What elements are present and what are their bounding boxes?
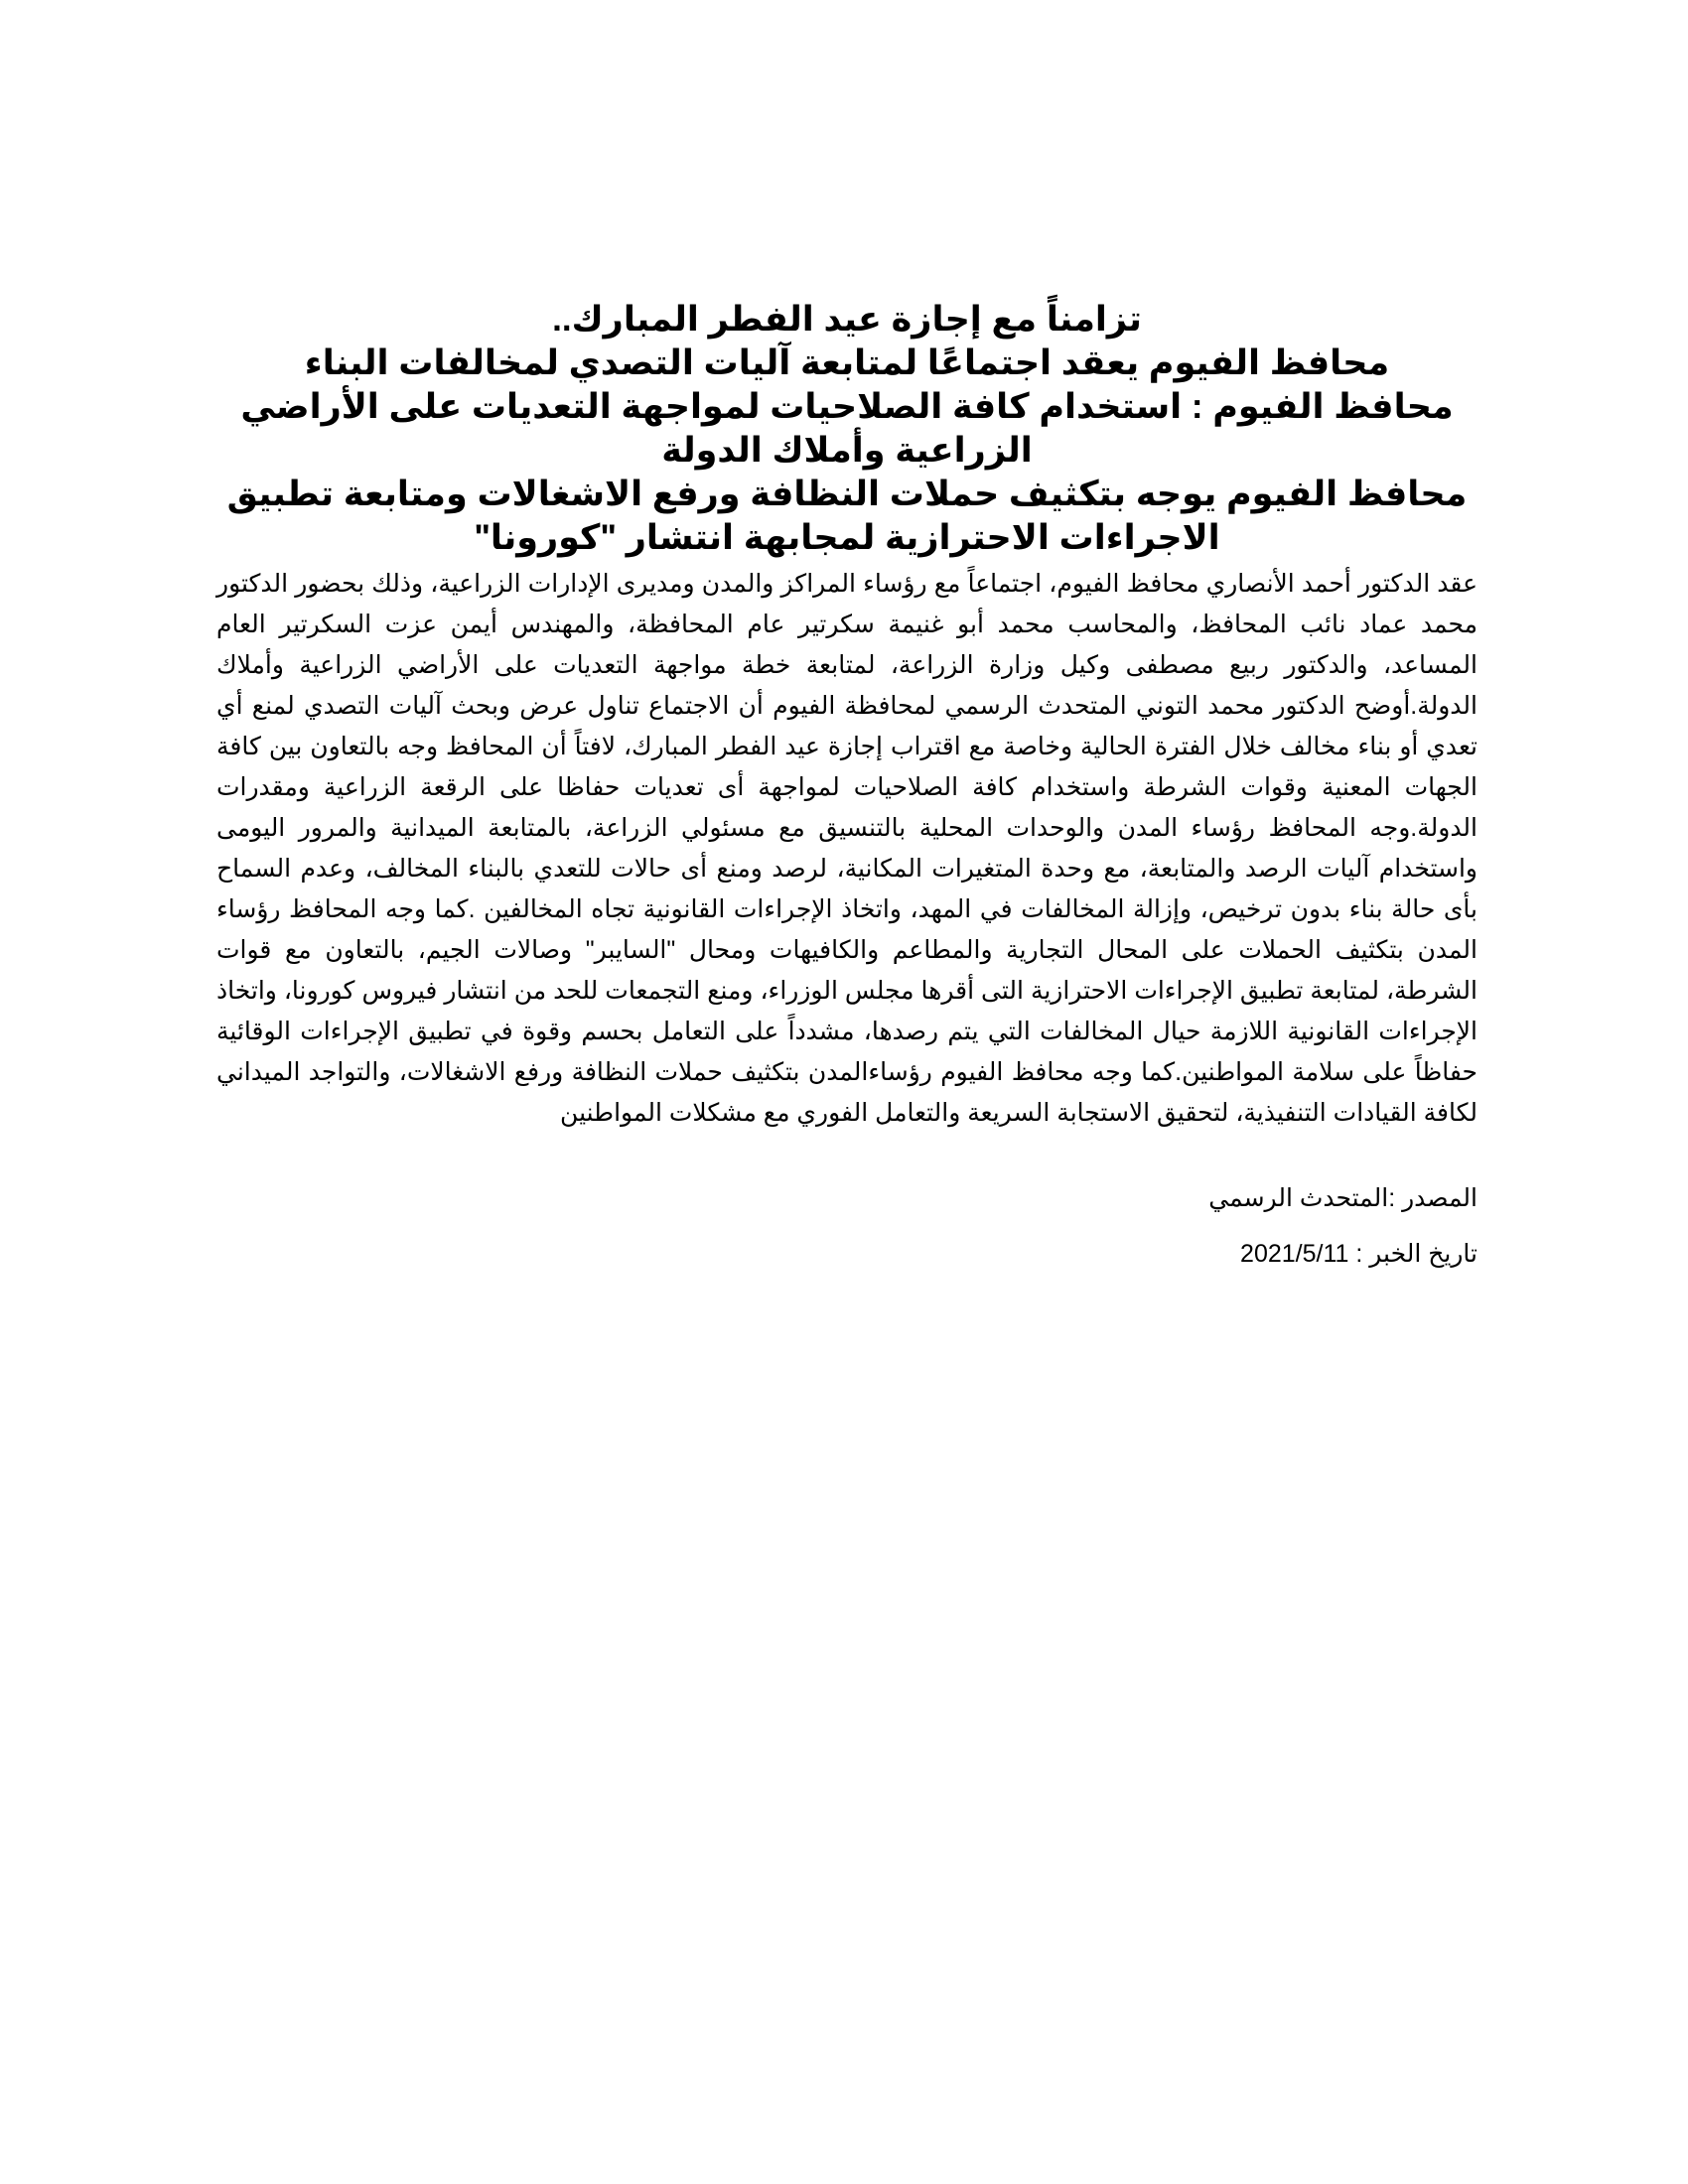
date-label: تاريخ الخبر : (1355, 1240, 1477, 1268)
source-label: المصدر : (1388, 1184, 1477, 1212)
article-meta (216, 1183, 1477, 1269)
date-line (216, 1239, 1477, 1269)
headline-line: محافظ الفيوم : استخدام كافة الصلاحيات لمواجهة التعديات على الأراضي الزراعية وأملاك الدولة (240, 387, 1454, 470)
headline-line: تزامناً مع إجازة عيد الفطر المبارك.. (552, 300, 1142, 339)
headline-line: محافظ الفيوم يعقد اجتماعًا لمتابعة آليات التصدي لمخالفات البناء (304, 343, 1390, 382)
news-article (216, 298, 1477, 1295)
article-body: عقد الدكتور أحمد الأنصاري محافظ الفيوم، اجتماعاً مع رؤساء المراكز والمدن ومديرى الإدارات الزراعية، وذلك بحضور الدكتور محمد عماد نائب المحافظ، والمحاسب محمد أبو غنيمة سكرتير عام المحافظة، والمهندس أيمن عزت السكرتير العام المساعد، والدكتور ربيع مصطفى وكيل وزارة الزراعة، لمتابعة خطة مواجهة التعديات على الأراضي الزراعية وأملاك الدولة.أوضح الدكتور محمد التوني المتحدث الرسمي لمحافظة الفيوم أن الاجتماع تناول عرض وبحث آليات التصدي لمنع أي تعدي أو بناء مخالف خلال الفترة الحالية وخاصة مع اقتراب إجازة عيد الفطر المبارك، لافتاً أن المحافظ وجه بالتعاون بين كافة الجهات المعنية وقوات الشرطة واستخدام كافة الصلاحيات لمواجهة أى تعديات حفاظا على الرقعة الزراعية ومقدرات الدولة.وجه المحافظ رؤساء المدن والوحدات المحلية بالتنسيق مع مسئولي الزراعة، بالمتابعة الميدانية والمرور اليومى واستخدام آليات الرصد والمتابعة، مع وحدة المتغيرات المكانية، لرصد ومنع أى حالات للتعدي بالبناء المخالف، وعدم السماح بأى حالة بناء بدون ترخيص، وإزالة المخالفات في المهد، واتخاذ الإجراءات القانونية تجاه المخالفين .كما وجه المحافظ رؤساء المدن بتكثيف الحملات على المحال التجارية والمطاعم والكافيهات ومحال "السايبر" وصالات الجيم، بالتعاون مع قوات الشرطة، لمتابعة تطبيق الإجراءات الاحترازية التى أقرها مجلس الوزراء، ومنع التجمعات للحد من انتشار فيروس كورونا، واتخاذ الإجراءات القانونية اللازمة حيال المخالفات التي يتم رصدها، مشدداً على التعامل بحسم وقوة في تطبيق الإجراءات الوقائية حفاظاً على سلامة المواطنين.كما وجه محافظ الفيوم رؤساءالمدن بتكثيف حملات النظافة ورفع الاشغالات، والتواجد الميداني لكافة القيادات التنفيذية، لتحقيق الاستجابة السريعة والتعامل الفوري مع مشكلات المواطنين (216, 570, 1477, 1127)
headline-line: محافظ الفيوم يوجه بتكثيف حملات النظافة ورفع الاشغالات ومتابعة تطبيق الاجراءات الاحترازية لمجابهة انتشار "كورونا" (226, 475, 1468, 557)
source-value: المتحدث الرسمي (1208, 1184, 1389, 1212)
headline-block (216, 298, 1477, 560)
source-line (216, 1183, 1477, 1213)
date-value: 2021/5/11 (1240, 1240, 1349, 1268)
